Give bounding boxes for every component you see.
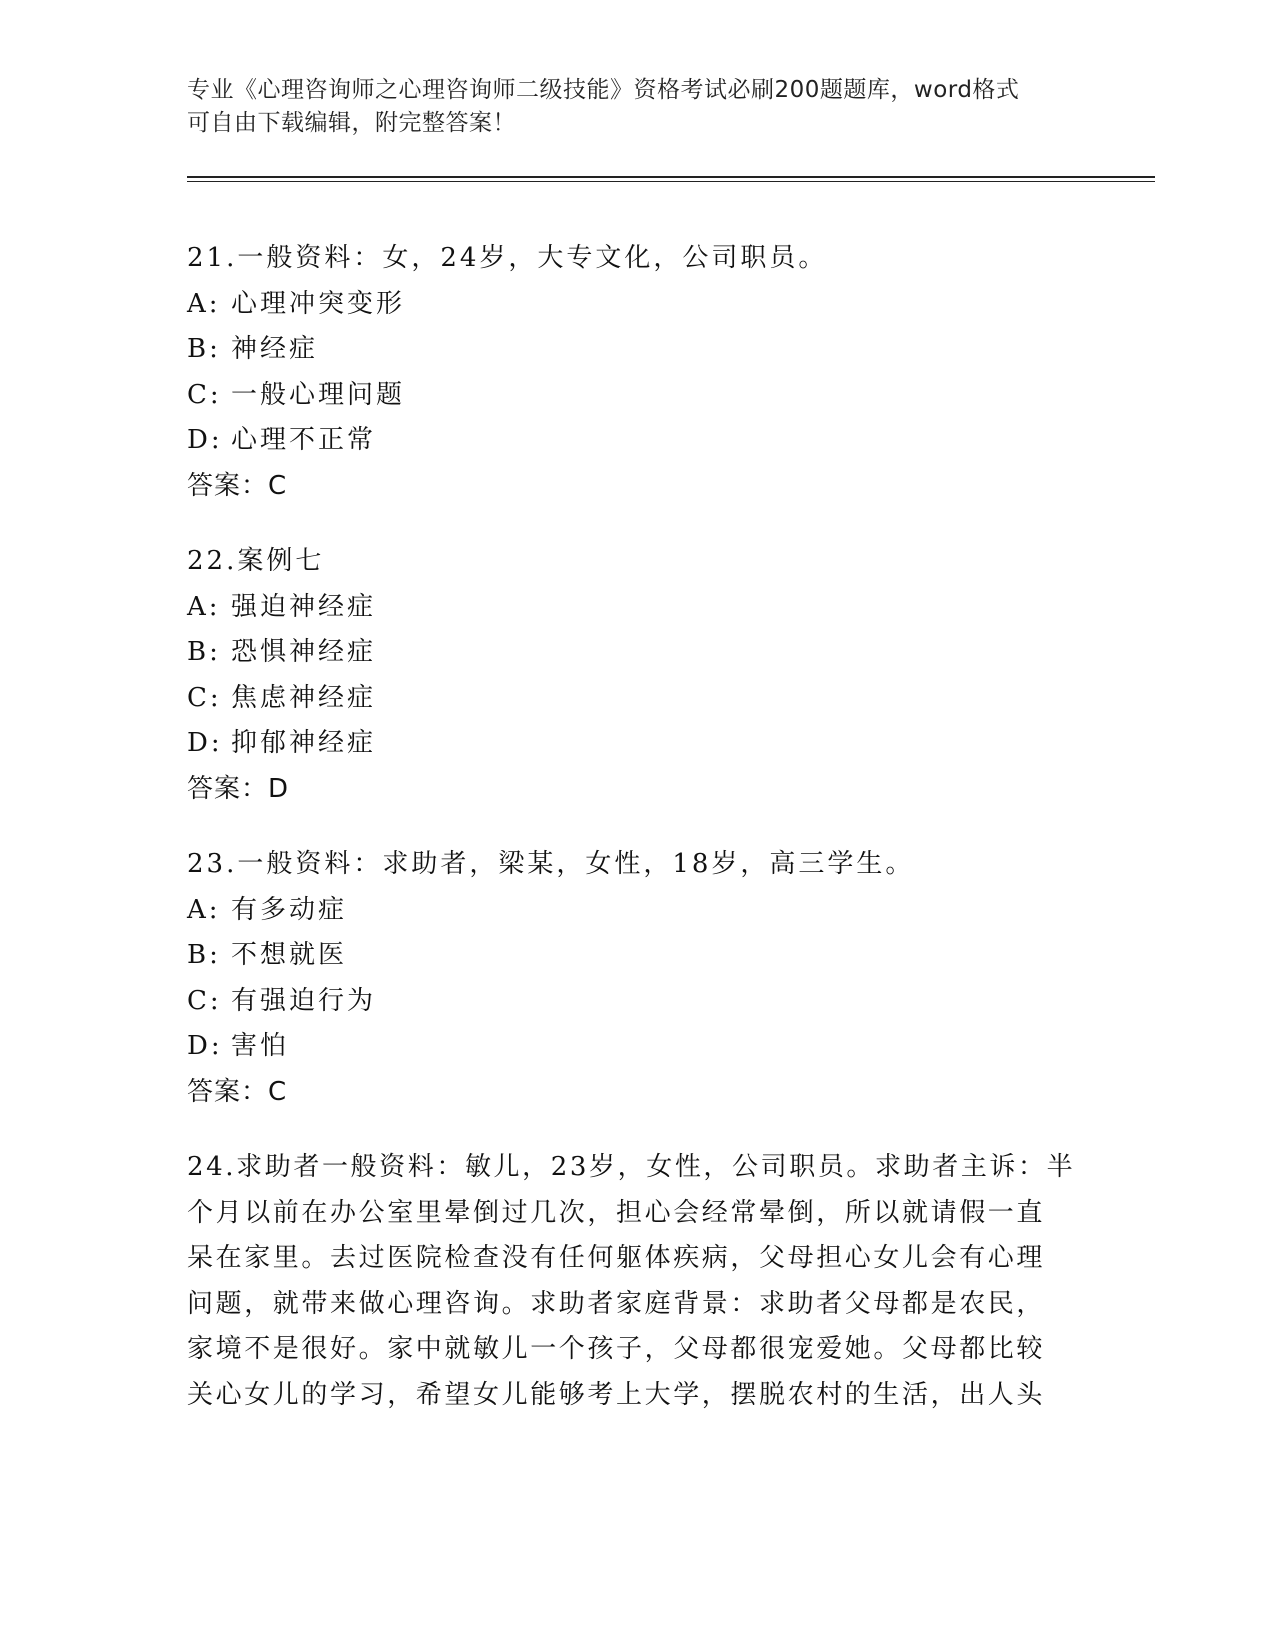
paragraph-line: 24.求助者一般资料：敏儿，23岁，女性，公司职员。求助者主诉：半 [187, 1152, 1076, 1182]
question-21 [187, 236, 1087, 509]
option-a [187, 282, 1087, 328]
option-text: 害怕 [231, 1031, 290, 1061]
option-text: 心理不正常 [231, 425, 377, 455]
option-d [187, 418, 1087, 464]
question-24 [187, 1145, 1087, 1418]
option-key: A: [187, 591, 221, 622]
option-text: 有强迫行为 [231, 985, 377, 1016]
option-key: C: [187, 985, 222, 1016]
question-23 [187, 842, 1087, 1115]
option-key: D: [187, 728, 223, 758]
option-text: 抑郁神经症 [231, 728, 377, 758]
option-b [187, 630, 1087, 676]
option-d [187, 1024, 1087, 1070]
document-header [187, 74, 1087, 140]
question-22 [187, 539, 1087, 812]
question-list [187, 236, 1087, 1448]
option-text: 恐惧神经症 [231, 637, 377, 667]
option-text: 有多动症 [231, 894, 348, 925]
paragraph-line: 个月以前在办公室里晕倒过几次，担心会经常晕倒，所以就请假一直 [187, 1197, 1046, 1228]
option-c [187, 979, 1087, 1025]
option-text: 强迫神经症 [231, 591, 377, 622]
paragraph-line: 关心女儿的学习，希望女儿能够考上大学，摆脱农村的生活，出人头 [187, 1379, 1046, 1410]
option-key: B: [187, 940, 221, 970]
option-key: D: [187, 1031, 223, 1061]
option-key: C: [187, 379, 222, 410]
option-c [187, 676, 1087, 722]
paragraph-line: 家境不是很好。家中就敏儿一个孩子，父母都很宠爱她。父母都比较 [187, 1334, 1046, 1364]
option-a [187, 888, 1087, 934]
question-stem: 21.一般资料：女，24岁，大专文化，公司职员。 [187, 243, 828, 273]
header-line-1: 专业《心理咨询师之心理咨询师二级技能》资格考试必刷200题题库，word格式 [187, 77, 1020, 103]
paragraph-line: 呆在家里。去过医院检查没有任何躯体疾病，父母担心女儿会有心理 [187, 1243, 1046, 1273]
question-stem: 22.案例七 [187, 546, 325, 576]
header-divider-thin [187, 181, 1155, 182]
option-text: 焦虑神经症 [231, 682, 377, 713]
option-text: 不想就医 [231, 940, 348, 970]
option-key: A: [187, 894, 221, 925]
option-text: 神经症 [231, 334, 319, 364]
paragraph-line: 问题，就带来做心理咨询。求助者家庭背景：求助者父母都是农民， [187, 1288, 1046, 1319]
option-key: D: [187, 425, 223, 455]
header-divider [187, 176, 1155, 178]
option-key: B: [187, 334, 221, 364]
option-text: 心理冲突变形 [231, 288, 406, 319]
option-c [187, 373, 1087, 419]
option-b [187, 933, 1087, 979]
option-key: B: [187, 637, 221, 667]
option-key: A: [187, 288, 221, 319]
answer-line: 答案：D [187, 773, 290, 804]
option-key: C: [187, 682, 222, 713]
option-d [187, 721, 1087, 767]
question-stem: 23.一般资料：求助者，梁某，女性，18岁，高三学生。 [187, 849, 915, 879]
option-text: 一般心理问题 [231, 379, 406, 410]
answer-line: 答案：C [187, 470, 288, 501]
option-b [187, 327, 1087, 373]
answer-line: 答案：C [187, 1076, 288, 1107]
option-a [187, 585, 1087, 631]
header-line-2: 可自由下载编辑，附完整答案！ [187, 110, 516, 136]
